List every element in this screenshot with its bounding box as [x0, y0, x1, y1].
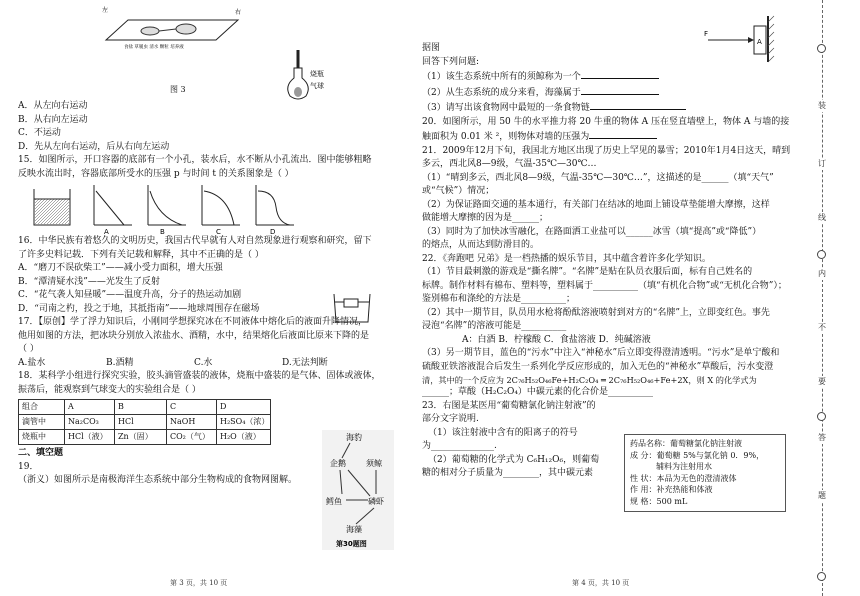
- q20-line-1: 20．如图所示，用 50 牛的水平推力将 20 牛重的物体 A 压在竖直墙壁上，物体 A 与墙的接: [422, 116, 790, 127]
- q22-line-10: 清，其中的一个反应为 2C₇₆H₅₂O₄₆Fe+H₂C₂O₄ ═ 2C₇₆H₅₂O₄₆+Fe+2X，则 X 的化学式为: [422, 375, 757, 385]
- q17-line-2: 他用如图的方法，把冰块分别放入浓盐水、酒精，水中，结果熔化后液面比原来下降的是: [18, 330, 370, 341]
- q19-number: 19．: [18, 461, 39, 472]
- q17-opt-d: D.无法判断: [282, 357, 328, 368]
- flask-figure: [280, 48, 330, 104]
- q22-line-3: 标牌。制作材料有棉布、塑料等，塑料属于__________（填“有机化合物”或“无机化合物”）；: [422, 280, 787, 291]
- svg-text:海豹: 海豹: [346, 433, 362, 442]
- q19-1: （1）该生态系统中所有的须鲸称为一个: [422, 69, 792, 85]
- label-line: 性 状：本品为无色的澄清液体: [630, 473, 737, 483]
- q18-line-1: 18．某科学小组进行探究实验，胶头滴管盛装的液体，烧瓶中盛装的是气体、固体或液体，: [18, 371, 381, 381]
- label-line: 作 用：补充热能和体液: [630, 485, 713, 495]
- q19-2: （2）从生态系统的成分来看，海藻属于: [422, 85, 792, 101]
- q19-line: （浙义）如图所示是南极海洋生态系统中部分生物构成的食物网图解。: [18, 475, 298, 485]
- left-page: [0, 0, 396, 596]
- binding-hole: [817, 412, 826, 421]
- svg-text:须鲸: 须鲸: [366, 459, 382, 468]
- sidebar-char: 题: [818, 491, 826, 500]
- q22-line-1: 22．《奔跑吧 兄弟》是一档热播的娱乐节目，其中蕴含着许多化学知识。: [422, 253, 711, 264]
- q22-line-6: 浸泡“名牌”的溶液可能是__________: [422, 321, 567, 331]
- q22-line-4: 鉴别棉布和涤纶的方法是__________；: [422, 294, 576, 304]
- q23-line-2: 部分文字说明.: [422, 414, 479, 425]
- page-footer-left: 第 3 页，共 10 页: [170, 578, 228, 587]
- q21-line-6: 做能增大摩擦的因为是______；: [422, 213, 549, 223]
- q15-graphs: [18, 181, 378, 235]
- q16-opt-c: C．“花气袭人知昼暖”——温度升高，分子的热运动加剧: [18, 290, 242, 300]
- q23-line-6: 糖的相对分子质量为________，其中碳元素: [422, 468, 594, 479]
- svg-text:C: C: [216, 228, 221, 235]
- svg-text:A: A: [104, 228, 109, 235]
- label-line: 成 分：葡萄糖 5%与氯化钠 0．9%，: [630, 450, 765, 460]
- svg-text:鳕鱼: 鳕鱼: [326, 497, 342, 506]
- flask-label-2: 气球: [310, 82, 324, 90]
- q21-line-3: （1）“晴到多云，西北风8—9级，气温-35℃—30℃…”，这描述的是______（填“天气”: [422, 172, 774, 183]
- q22-line-7: A：白酒 B．柠檬酸 C．食盐溶液 D．纯碱溶液: [462, 334, 651, 345]
- q23-line-4: 为______________.: [422, 441, 497, 452]
- q17-line-1: 17．【原创】学了浮力知识后，小刚同学想探究冰在不同液体中熔化后的液面升降情况，: [18, 317, 367, 327]
- label-line: 规 格：500 mL: [630, 496, 688, 506]
- q21-line-5: （2）为保证路面交通的基本通行，有关部门在结冰的地面上铺设草垫能增大摩擦，这样: [422, 199, 770, 210]
- q15-container: [34, 189, 70, 225]
- q17-opt-c: C.水: [194, 357, 213, 368]
- q23-line-5: （2）葡萄糖的化学式为 C₆H₁₂O₆，则葡萄: [428, 454, 600, 465]
- q17-opt-a: A.盐水: [18, 357, 46, 368]
- q20-line-2: 触面积为 0.01 米 ²，则物体对墙的压强为: [422, 129, 792, 145]
- binding-hole: [817, 250, 826, 259]
- q22-line-5: （2）其中一期节目，队员用水枪将酚酞溶液喷射到对方的“名牌”上，立即变红色。事先: [422, 307, 770, 318]
- svg-text:D: D: [270, 228, 276, 235]
- q15-line-1: 15．如图所示，开口容器的底部有一个小孔，装水后，水不断从小孔流出．图中能够粗略: [18, 155, 372, 165]
- q21-line-4: 或“气候”）情况；: [422, 186, 495, 196]
- q14-opt-b: B．从右向左运动: [18, 114, 88, 125]
- fig20-push: [702, 14, 782, 64]
- q17-opt-b: B.酒精: [106, 357, 134, 368]
- q21-line-2: 多云，西北风8—9级，气温-35℃—30℃…: [422, 159, 597, 169]
- figure-3-slide: [100, 4, 250, 50]
- q17-line-3: （ ）: [18, 344, 39, 354]
- page-footer-right: 第 4 页，共 10 页: [572, 578, 630, 587]
- q16-opt-d: D．“司南之杓，投之于地，其抵指南”——地球周围存在磁场: [18, 303, 260, 314]
- svg-text:F: F: [704, 30, 709, 38]
- svg-text:B: B: [160, 228, 165, 235]
- sidebar-char: 内: [818, 269, 826, 278]
- q16-opt-b: B．“潭清疑水浅”——光发生了反射: [18, 276, 160, 287]
- graph-d: [256, 185, 294, 235]
- sidebar-char: 装: [818, 101, 826, 110]
- svg-text:第30题图: 第30题图: [336, 540, 367, 548]
- q22-line-11: ______；草酸（H₂C₂O₄）中碳元素的化合价是__________: [422, 387, 653, 398]
- q19-3: （3）请写出该食物网中最短的一条食物链: [422, 100, 792, 116]
- q17-beaker: [330, 290, 374, 326]
- q22-line-2: （1）节目最刺激的游戏是“撕名牌”。“名牌”是贴在队员衣服后面，标有自己姓名的: [422, 267, 753, 277]
- fig3-small-label: 食盐 草履虫 清水 颗粒 培养液: [124, 45, 184, 50]
- q16-line-1: 16．中华民族有着悠久的文明历史，我国古代早就有人对自然现象进行观察和研究，留下: [18, 236, 372, 246]
- sidebar-char: 订: [818, 159, 826, 168]
- table-row: 组合 A B C D: [19, 400, 271, 415]
- svg-text:企鹅: 企鹅: [330, 459, 346, 468]
- r-line-1: 回答下列问题:: [422, 56, 480, 67]
- sidebar-char: 答: [818, 433, 826, 442]
- label-line: 药品名称：葡萄糖氯化钠注射液: [630, 439, 742, 448]
- q15-line-2: 反映水流出时，容器底部所受水的压强 p 与时间 t 的关系图象是（ ）: [18, 168, 294, 179]
- binding-line: [822, 0, 823, 596]
- sidebar-char: 不: [818, 323, 826, 332]
- binding-hole: [817, 44, 826, 53]
- fig3-left-label: 左: [102, 7, 109, 14]
- right-page: [402, 0, 792, 596]
- q21-line-7: （3）同时为了加快冰雪融化，在路面洒工业盐可以______冰雪（填“提高”或“降低”）: [422, 226, 762, 237]
- svg-text:A: A: [757, 38, 762, 46]
- svg-text:磷虾: 磷虾: [368, 497, 384, 506]
- table-row: 烧瓶中 HCl（液） Zn（固） CO₂（气） H₂O（液）: [19, 430, 271, 445]
- binding-hole: [817, 572, 826, 581]
- q22-line-8: （3）另一期节目，蓝色的“污水”中注入“神秘水”后立即变得澄清透明。“污水”是单宁酸和: [422, 348, 780, 358]
- flask-label-1: 烧瓶: [310, 70, 324, 78]
- graph-a: [94, 185, 132, 235]
- q23-line-3: （1）该注射液中含有的阳离子的符号: [428, 427, 578, 438]
- q23-line-1: 23．右图是某医用“葡萄糖氯化钠注射液”的: [422, 400, 596, 411]
- svg-text:海藻: 海藻: [346, 525, 362, 534]
- graph-b: [148, 185, 186, 235]
- q16-line-2: 了许多史料记载．下列有关记载和解释，其中不正确的是（ ）: [18, 249, 264, 260]
- table-row: 滴管中 Na₂CO₃ HCl NaOH H₂SO₄（浓）: [19, 415, 271, 430]
- food-web-figure: [322, 430, 394, 550]
- q14-opt-d: D．先从左向右运动，后从右向左运动: [18, 141, 170, 152]
- r-line-0: 据图: [422, 43, 441, 53]
- q21-line-1: 21．2009年12月下旬，我国北方地区出现了历史上罕见的暴雪；2010年1月4日这天，晴到: [422, 145, 791, 156]
- graph-c: [202, 185, 240, 235]
- q18-line-2: 振荡后，能观察到气球变大的实验组合是（ ）: [18, 384, 201, 395]
- q21-line-8: 的熔点，从而达到防滑目的。: [422, 240, 540, 250]
- q22-line-9: 硫酸亚铁溶液混合后发生一系列化学反应形成的，加入无色的“神秘水”草酸后，污水变澄: [422, 361, 774, 372]
- q17-options: [18, 357, 388, 371]
- fig3-caption: 图 3: [170, 85, 186, 94]
- sidebar-char: 要: [818, 377, 826, 386]
- section-title: 二、填空题: [18, 448, 64, 458]
- fig3-right-label: 右: [235, 9, 242, 16]
- sidebar-char: 线: [818, 213, 826, 222]
- drug-label: [624, 434, 786, 512]
- q18-table: [18, 399, 271, 445]
- q14-opt-c: C．不运动: [18, 128, 61, 138]
- q14-opt-a: A．从左向右运动: [18, 101, 88, 111]
- q16-opt-a: A．“磨刀不误砍柴工”——减小受力面积，增大压强: [18, 263, 223, 273]
- label-line: 辅料为注射用水: [656, 462, 712, 472]
